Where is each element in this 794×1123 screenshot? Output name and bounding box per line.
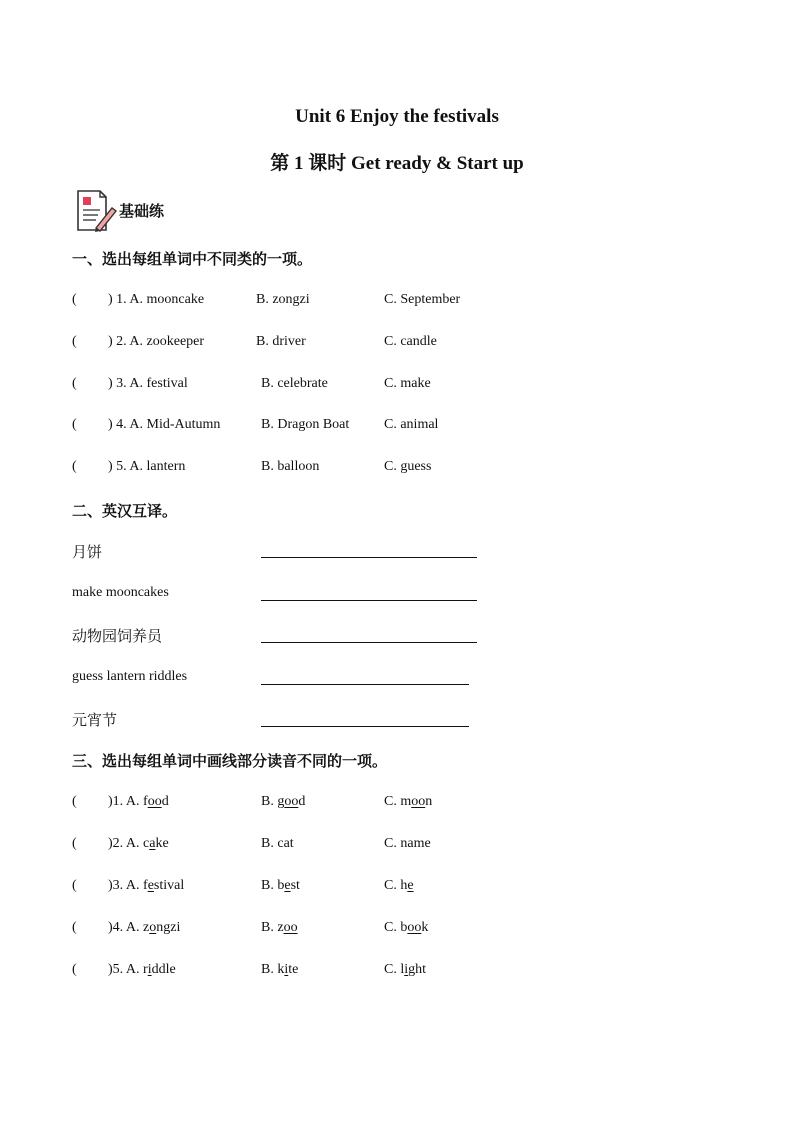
answer-paren-open: (: [72, 794, 77, 809]
answer-line[interactable]: [261, 726, 469, 727]
answer-paren-open: (: [72, 292, 77, 307]
option-b: B. zoo: [261, 920, 298, 935]
option-a: A. lantern: [129, 459, 186, 474]
section1-heading: 一、选出每组单词中不同类的一项。: [72, 250, 313, 268]
answer-paren-open: (: [72, 417, 77, 432]
item-number: )2.: [108, 836, 124, 851]
underlined-letters: e: [284, 878, 291, 893]
underlined-letters: oo: [283, 920, 298, 935]
underlined-letters: o: [149, 920, 157, 935]
answer-blank[interactable]: [108, 962, 176, 978]
item-number: )1.: [108, 794, 124, 809]
option-b: B. good: [261, 794, 306, 809]
answer-paren-open: (: [72, 459, 77, 474]
answer-blank[interactable]: [108, 459, 185, 475]
translate-prompt: make mooncakes: [72, 585, 169, 600]
answer-line[interactable]: [261, 684, 469, 685]
option-c: C. he: [384, 878, 414, 893]
underlined-letters: i: [284, 962, 289, 977]
item-number: )3.: [108, 878, 124, 893]
underlined-letters: oo: [284, 794, 299, 809]
answer-blank[interactable]: [108, 794, 169, 810]
answer-paren-close: ): [108, 292, 113, 307]
underlined-letters: oo: [147, 794, 162, 809]
answer-blank[interactable]: [108, 920, 180, 936]
item-number: 5.: [116, 459, 127, 474]
answer-paren-close: ): [108, 334, 113, 349]
option-b: B. zongzi: [256, 292, 310, 307]
lesson-subtitle: 第 1 课时 Get ready & Start up: [270, 153, 524, 174]
item-number: )5.: [108, 962, 124, 977]
answer-paren-close: ): [108, 459, 113, 474]
option-a: A. Mid-Autumn: [129, 417, 221, 432]
translate-prompt: 月饼: [72, 543, 103, 561]
option-a: A. cake: [125, 836, 169, 851]
answer-blank[interactable]: [108, 376, 188, 392]
page-title: Unit 6 Enjoy the festivals: [295, 106, 499, 127]
answer-paren-close: ): [108, 376, 113, 391]
answer-blank[interactable]: [108, 878, 184, 894]
answer-blank[interactable]: [108, 292, 204, 308]
underlined-letters: oo: [411, 794, 426, 809]
item-number: 1.: [116, 292, 127, 307]
option-c: C. name: [384, 836, 431, 851]
option-a: A. festival: [125, 878, 185, 893]
option-c: C. guess: [384, 459, 432, 474]
translate-prompt: 元宵节: [72, 711, 118, 729]
option-c: C. September: [384, 292, 461, 307]
option-c: C. animal: [384, 417, 439, 432]
answer-paren-open: (: [72, 334, 77, 349]
item-number: )4.: [108, 920, 124, 935]
option-c: C. moon: [384, 794, 433, 809]
option-c: C. candle: [384, 334, 437, 349]
badge-label: 基础练: [119, 202, 165, 220]
answer-line[interactable]: [261, 600, 477, 601]
answer-paren-open: (: [72, 962, 77, 977]
underlined-letters: oo: [407, 920, 422, 935]
option-a: A. riddle: [125, 962, 176, 977]
answer-paren-open: (: [72, 920, 77, 935]
option-b: B. cat: [261, 836, 294, 851]
worksheet-icon: [74, 188, 118, 232]
answer-blank[interactable]: [108, 836, 169, 852]
underlined-letters: i: [147, 962, 152, 977]
answer-paren-open: (: [72, 376, 77, 391]
option-a: A. zookeeper: [129, 334, 205, 349]
answer-paren-open: (: [72, 836, 77, 851]
answer-blank[interactable]: [108, 417, 220, 433]
answer-blank[interactable]: [108, 334, 204, 350]
option-b: B. balloon: [261, 459, 320, 474]
option-a: A. mooncake: [129, 292, 205, 307]
underlined-letters: e: [407, 878, 414, 893]
item-number: 2.: [116, 334, 127, 349]
section3-heading: 三、选出每组单词中画线部分读音不同的一项。: [72, 752, 388, 770]
option-b: B. best: [261, 878, 300, 893]
option-b: B. celebrate: [261, 376, 328, 391]
underlined-letters: e: [147, 878, 154, 893]
option-b: B. Dragon Boat: [261, 417, 350, 432]
option-a: A. festival: [129, 376, 188, 391]
answer-line[interactable]: [261, 557, 477, 558]
section2-heading: 二、英汉互译。: [72, 502, 178, 520]
underlined-letters: i: [404, 962, 409, 977]
option-c: C. light: [384, 962, 427, 977]
option-a: A. food: [125, 794, 169, 809]
translate-prompt: guess lantern riddles: [72, 669, 188, 684]
translate-prompt: 动物园饲养员: [72, 627, 163, 645]
option-b: B. driver: [256, 334, 306, 349]
underlined-letters: a: [149, 836, 156, 851]
answer-paren-open: (: [72, 878, 77, 893]
item-number: 3.: [116, 376, 127, 391]
option-a: A. zongzi: [125, 920, 181, 935]
option-c: C. book: [384, 920, 429, 935]
answer-line[interactable]: [261, 642, 477, 643]
item-number: 4.: [116, 417, 127, 432]
answer-paren-close: ): [108, 417, 113, 432]
option-c: C. make: [384, 376, 431, 391]
option-b: B. kite: [261, 962, 299, 977]
